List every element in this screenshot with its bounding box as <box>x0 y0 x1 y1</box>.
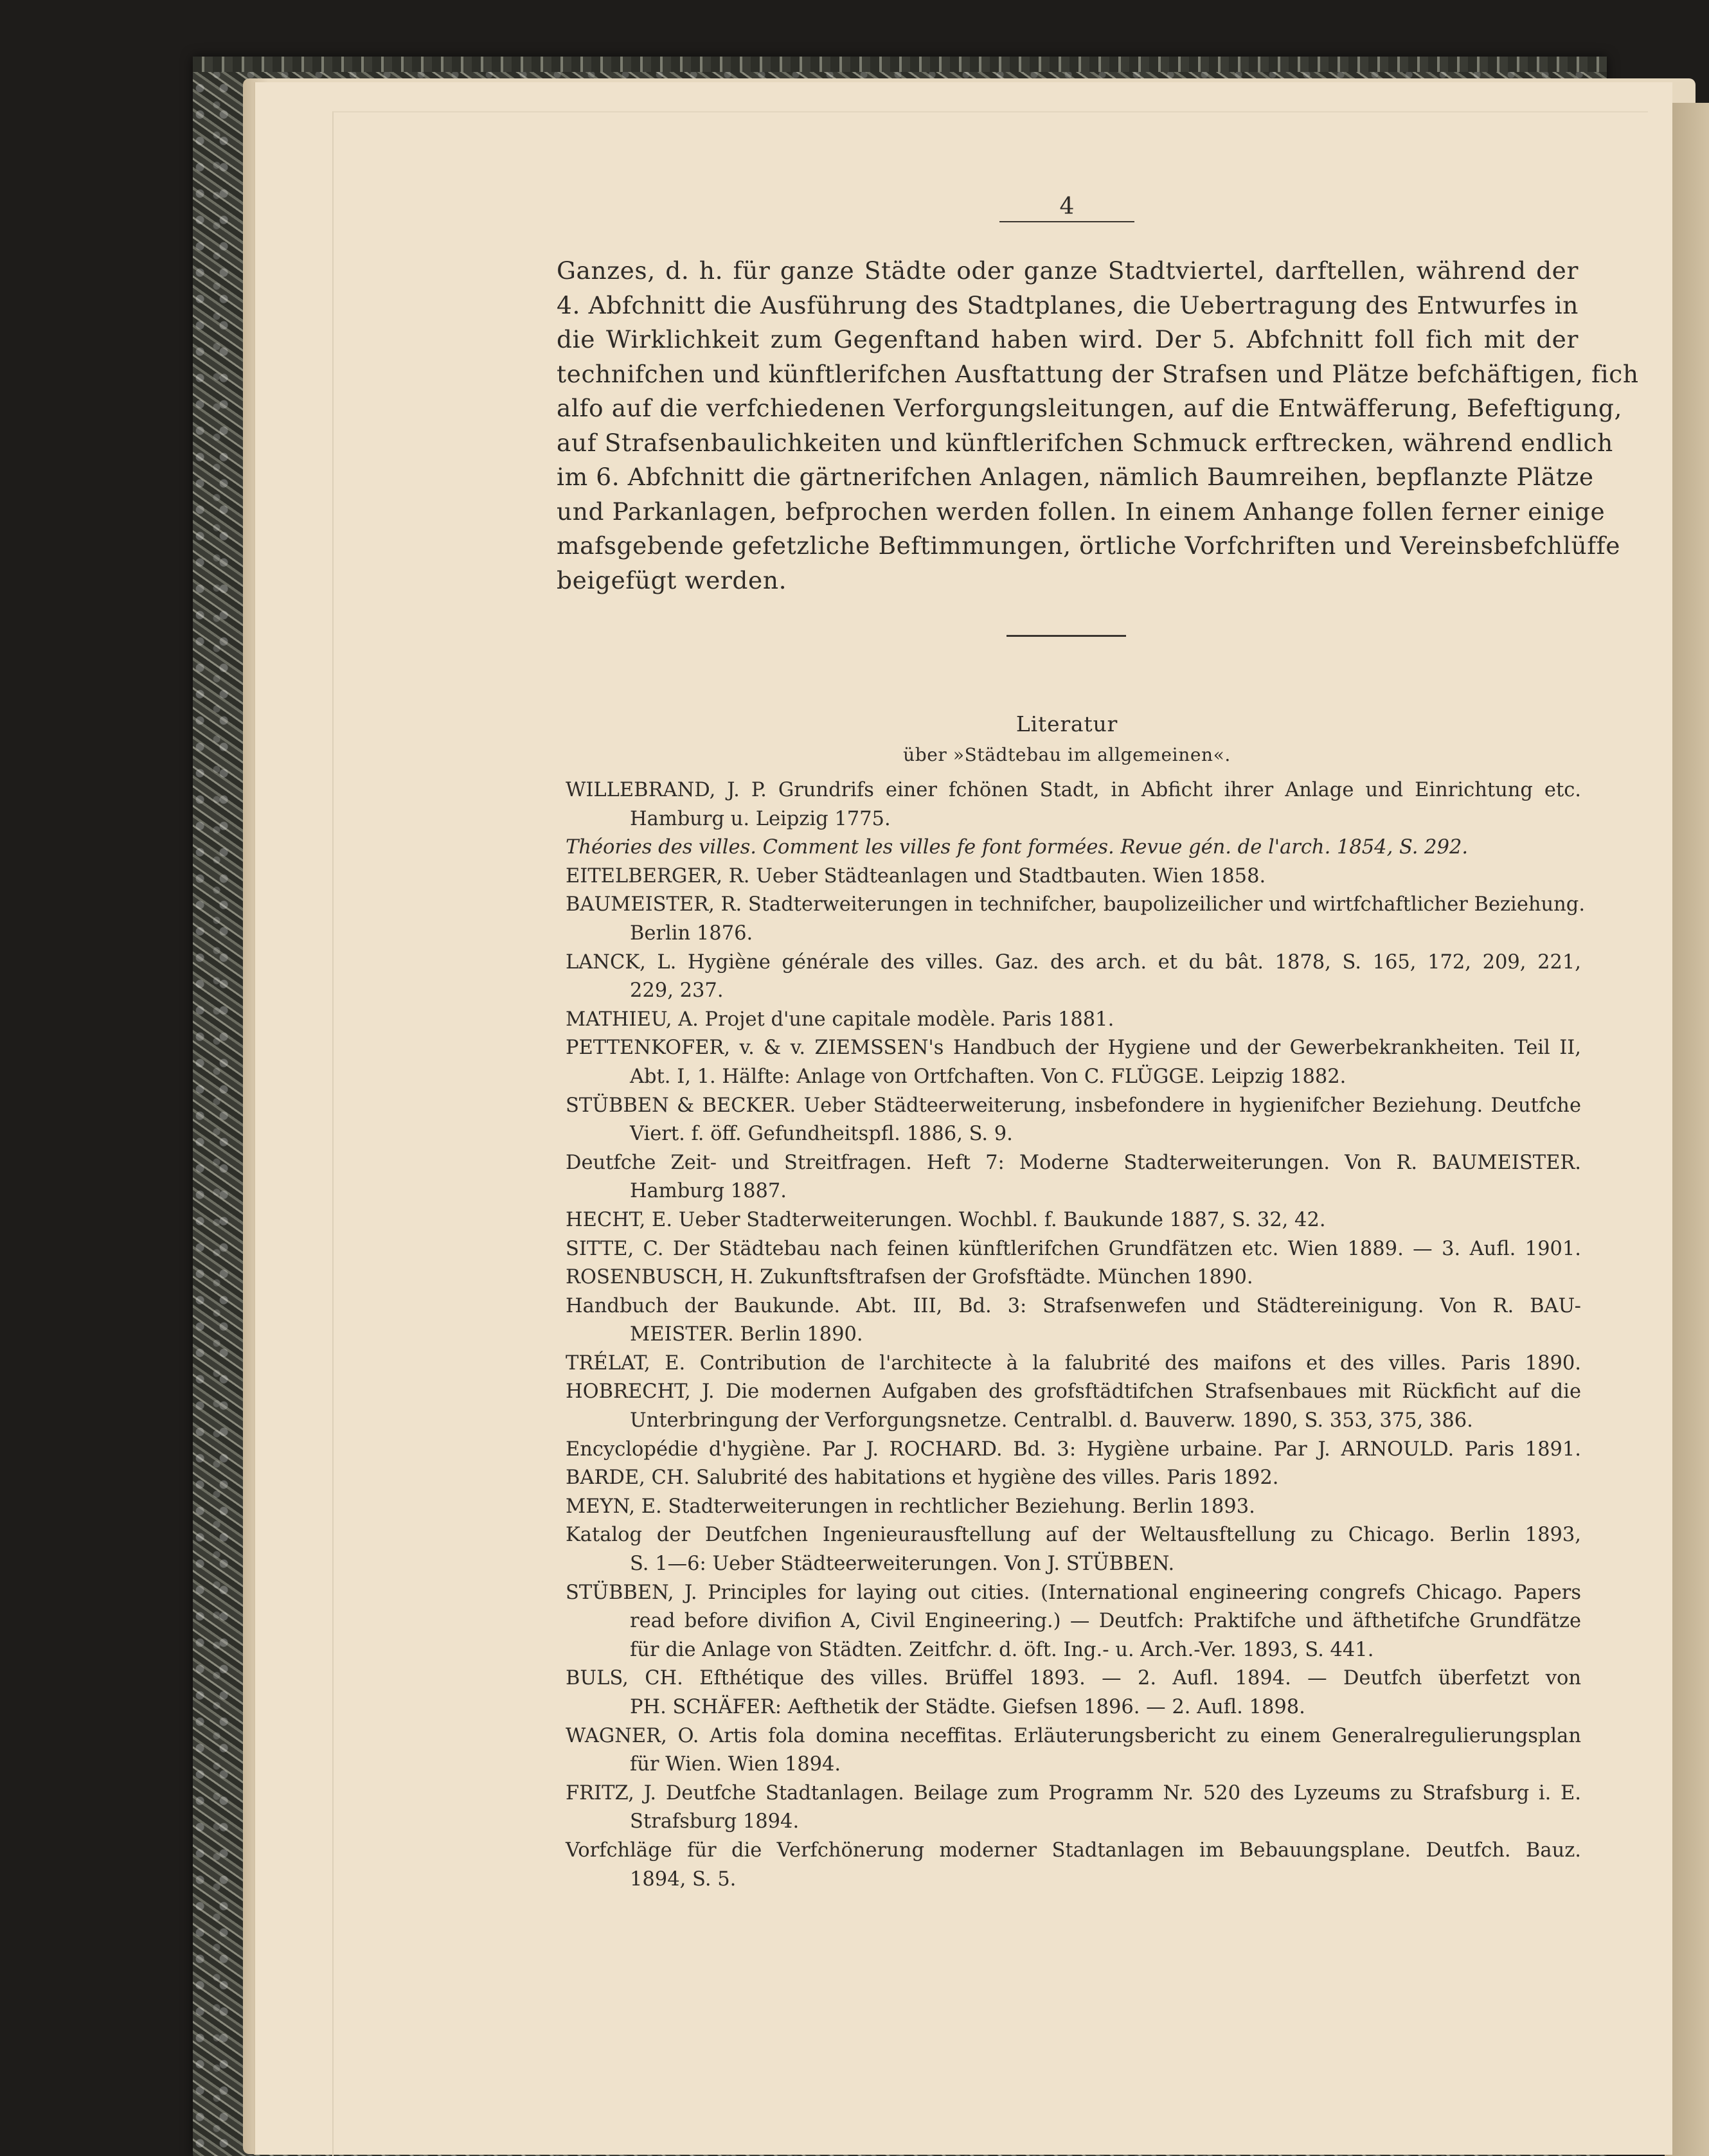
bibliography-line: WILLEBRAND, J. P. Grundrifs einer fchönen Stadt, in Abficht ihrer Anlage und Einrichtung etc. <box>566 779 1581 801</box>
text-line: und Parkanlagen, befprochen werden follen. In einem Anhange follen ferner einige <box>557 497 1606 526</box>
text-line: die Wirklichkeit zum Gegenftand haben wird. Der 5. Abfchnitt foll fich mit der <box>557 325 1579 353</box>
bibliography-line: 229, 237. <box>630 979 724 1002</box>
bibliography-line: Hamburg 1887. <box>630 1180 787 1203</box>
bibliography-line: S. 1—6: Ueber Städteerweiterungen. Von J. STÜBBEN. <box>630 1553 1175 1576</box>
bibliography-line: 1894, S. 5. <box>630 1867 737 1891</box>
bibliography-line: ROSENBUSCH, H. Zukunftsftrafsen der Grofsftädte. München 1890. <box>566 1266 1253 1289</box>
bibliography-line: BARDE, CH. Salubrité des habitations et hygiène des villes. Paris 1892. <box>566 1466 1279 1490</box>
bibliography-line: TRÉLAT, E. Contribution de l'architecte à la falubrité des maifons et des villes. Paris 1890. <box>566 1351 1581 1375</box>
bibliography-line: PH. SCHÄFER: Aefthetik der Städte. Giefsen 1896. — 2. Aufl. 1898. <box>630 1696 1305 1718</box>
bibliography-line: LANCK, L. Hygiène générale des villes. Gaz. des arch. et du bât. 1878, S. 165, 172, 209, 221, <box>566 950 1581 974</box>
text-line: Ganzes, d. h. für ganze Städte oder ganze Stadtviertel, darftellen, während der <box>557 256 1579 285</box>
bibliography-line: BULS, CH. Efthétique des villes. Brüffel 1893. — 2. Aufl. 1894. — Deutfch überfetzt von <box>566 1667 1581 1690</box>
bibliography-line: FRITZ, J. Deutfche Stadtanlagen. Beilage zum Programm Nr. 520 des Lyzeums zu Strafsburg i. E. <box>566 1781 1581 1804</box>
bibliography <box>566 776 1586 1894</box>
bibliography-line: SITTE, C. Der Städtebau nach feinen künftlerifchen Grundfätzen etc. Wien 1889. — 3. Aufl. 1901. <box>566 1237 1581 1260</box>
bibliography-line: Katalog der Deutfchen Ingenieurausftellung auf der Weltausftellung zu Chicago. Berlin 1893, <box>566 1524 1581 1547</box>
text-line: 4. Abfchnitt die Ausführung des Stadtplanes, die Uebertragung des Entwurfes in <box>557 290 1579 319</box>
bibliography-line: Viert. f. öff. Gefundheitspfl. 1886, S. 9. <box>630 1123 1013 1146</box>
bibliography-line: MEISTER. Berlin 1890. <box>630 1323 863 1346</box>
text-line: im 6. Abfchnitt die gärtnerifchen Anlagen, nämlich Baumreihen, bepflanzte Plätze <box>557 463 1594 491</box>
section-divider <box>1007 635 1126 637</box>
bibliography-line: Théories des villes. Comment les villes fe font formées. Revue gén. de l'arch. 1854, S. 292. <box>566 836 1469 859</box>
bibliography-line: Unterbringung der Verforgungsnetze. Centralbl. d. Bauverw. 1890, S. 353, 375, 386. <box>630 1409 1473 1432</box>
bibliography-line: Strafsburg 1894. <box>630 1810 800 1833</box>
bibliography-line: STÜBBEN & BECKER. Ueber Städteerweiterung, insbefondere in hygienifcher Beziehung. Deutfche <box>566 1094 1581 1117</box>
bibliography-line: Hamburg u. Leipzig 1775. <box>630 807 891 830</box>
bibliography-line: HECHT, E. Ueber Stadterweiterungen. Wochbl. f. Baukunde 1887, S. 32, 42. <box>566 1208 1326 1231</box>
bibliography-line: Encyclopédie d'hygiène. Par J. ROCHARD. Bd. 3: Hygiène urbaine. Par J. ARNOULD. Paris 1891. <box>566 1438 1581 1461</box>
text-line: auf Strafsenbaulichkeiten und künftlerifchen Schmuck erftrecken, während endlich <box>557 428 1613 457</box>
bibliography-line: HOBRECHT, J. Die modernen Aufgaben des grofsftädtifchen Strafsenbaues mit Rückficht auf die <box>566 1380 1581 1403</box>
literature-title: Literatur <box>1016 711 1118 736</box>
bibliography-line: für die Anlage von Städten. Zeitfchr. d. öft. Ing.- u. Arch.-Ver. 1893, S. 441. <box>630 1638 1374 1661</box>
text-line: beigefügt werden. <box>557 566 787 594</box>
bibliography-line: Abt. I, 1. Hälfte: Anlage von Ortfchaften. Von C. FLÜGGE. Leipzig 1882. <box>630 1065 1347 1088</box>
literature-subtitle: über »Städtebau im allgemeinen«. <box>903 744 1231 765</box>
text-line: mafsgebende gefetzliche Beftimmungen, örtliche Vorfchriften und Vereinsbefchlüffe <box>557 531 1620 560</box>
bibliography-line: BAUMEISTER, R. Stadterweiterungen in technifcher, baupolizeilicher und wirtfchaftlicher Beziehung. <box>566 893 1586 916</box>
bibliography-line: MEYN, E. Stadterweiterungen in rechtlicher Beziehung. Berlin 1893. <box>566 1495 1255 1518</box>
bibliography-line: für Wien. Wien 1894. <box>630 1753 841 1776</box>
bibliography-line: Handbuch der Baukunde. Abt. III, Bd. 3: Strafsenwefen und Städtereinigung. Von R. BAU- <box>566 1294 1581 1317</box>
bibliography-line: STÜBBEN, J. Principles for laying out cities. (International engineering congrefs Chicago. Papers <box>566 1581 1581 1604</box>
bibliography-line: Berlin 1876. <box>630 922 753 945</box>
bibliography-line: WAGNER, O. Artis fola domina neceffitas. Erläuterungsbericht zu einem Generalregulierungsplan <box>566 1724 1581 1747</box>
bibliography-line: EITELBERGER, R. Ueber Städteanlagen und Stadtbauten. Wien 1858. <box>566 864 1266 887</box>
page-number: 4 <box>1059 193 1075 220</box>
text-line: alfo auf die verfchiedenen Verforgungsleitungen, auf die Entwäfferung, Befeftigung, <box>557 394 1623 422</box>
bibliography-line: Vorfchläge für die Verfchönerung moderner Stadtanlagen im Bebauungsplane. Deutfch. Bauz. <box>566 1839 1581 1862</box>
bibliography-line: PETTENKOFER, v. & v. ZIEMSSEN's Handbuch der Hygiene und der Gewerbekrankheiten. Teil II, <box>566 1037 1581 1060</box>
page-number-rule <box>999 221 1134 222</box>
bibliography-line: read before divifion A, Civil Engineering.) — Deutfch: Praktifche und äfthetifche Grundfätze <box>630 1610 1581 1633</box>
bibliography-line: MATHIEU, A. Projet d'une capitale modèle. Paris 1881. <box>566 1008 1114 1031</box>
text-line: technifchen und künftlerifchen Ausftattung der Strafsen und Plätze befchäftigen, fich <box>557 359 1639 388</box>
bibliography-line: Deutfche Zeit- und Streitfragen. Heft 7: Moderne Stadterweiterungen. Von R. BAUMEISTER. <box>566 1151 1581 1174</box>
intro-paragraph <box>557 254 1639 598</box>
